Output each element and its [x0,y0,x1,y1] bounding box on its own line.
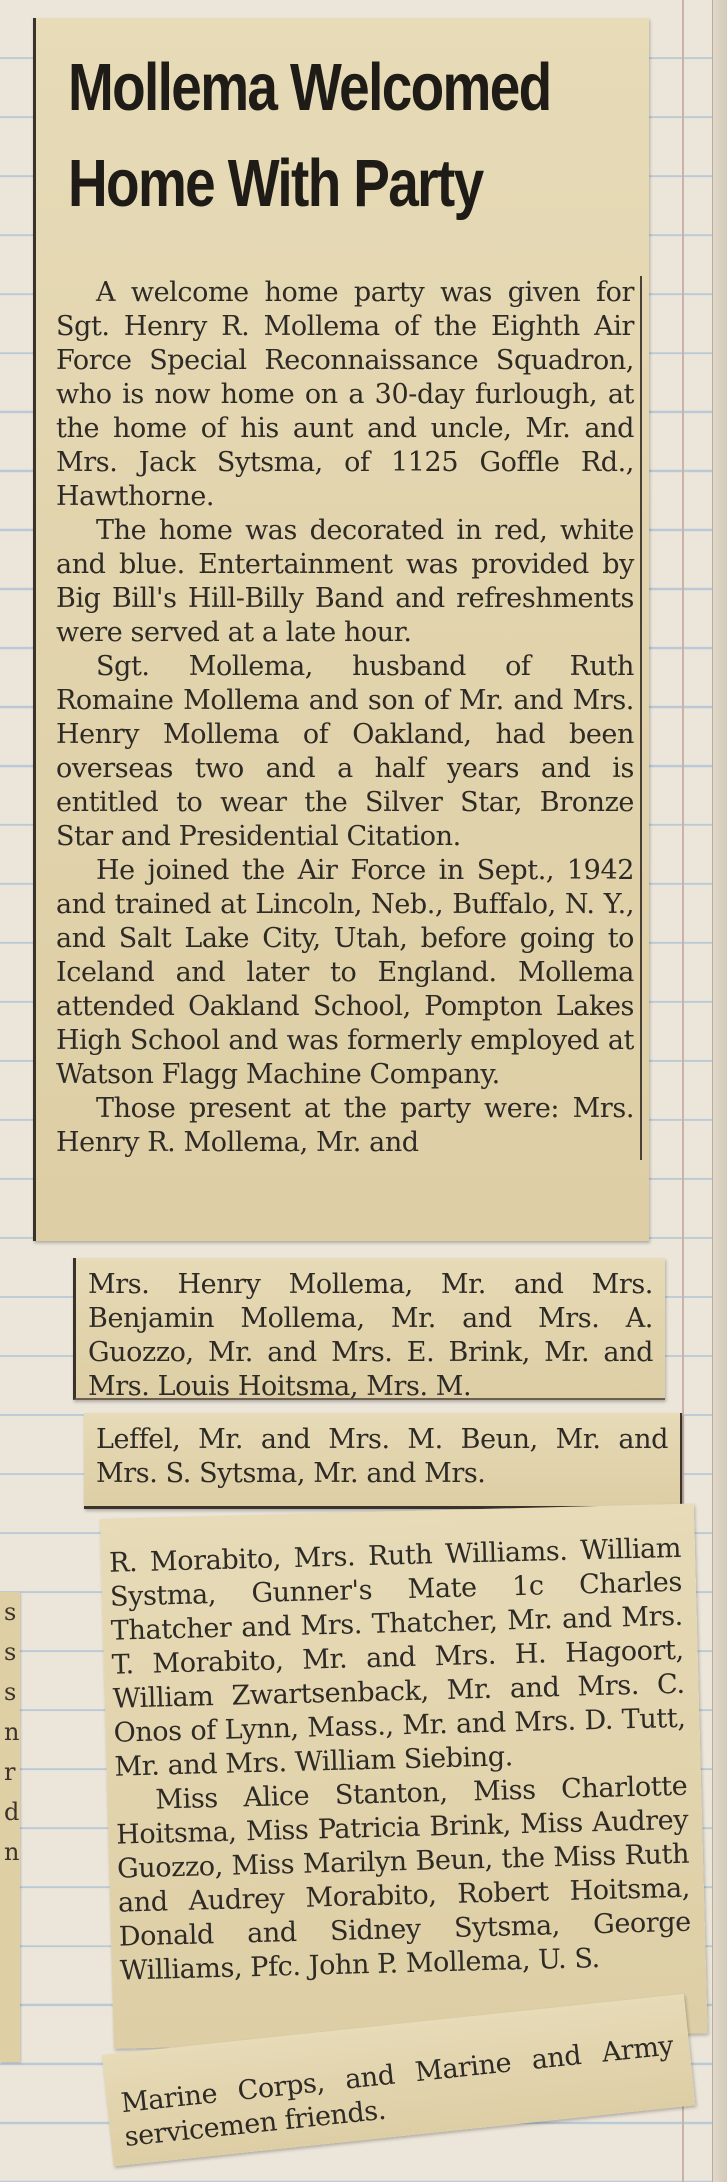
fragment-letter: s [4,1638,17,1666]
article-clipping-continuation-3 [84,1413,682,1509]
paragraph-3: Sgt. Mollema, husband of Ruth Romaine Mollema and son of Mr. and Mrs. Henry Mollema of Oakland, had been overseas two and a half years and is entitled to wear the Silver Star, Bronze Star and Presidential Citation. [56,651,634,852]
fragment-letter: s [4,1598,17,1626]
fragment-letter: s [4,1678,17,1706]
headline-line-2: Home With Party [68,146,483,221]
fragment-letter: n [4,1718,20,1746]
fragment-letter: n [4,1838,20,1866]
paragraph-4: He joined the Air Force in Sept., 1942 and trained at Lincoln, Neb., Buffalo, N. Y., and Salt Lake City, Utah, before going to Iceland and later to England. Mollema attended Oakland School, Pompton Lakes High School and was formerly employed at Watson Flagg Machine Company. [56,855,634,1090]
continuation-text-2: Mrs. Henry Mollema, Mr. and Mrs. Benjamin Mollema, Mr. and Mrs. A. Guozzo, Mr. and Mrs. E. Brink, Mr. and Mrs. Louis Hoitsma, Mrs. M. [88,1269,653,1402]
headline-line-1: Mollema Welcomed [68,50,551,125]
guest-list-paragraph-2: Miss Alice Stanton, Miss Charlotte Hoitsma, Miss Patricia Brink, Miss Audrey Guozzo, Miss Marilyn Beun, the Miss Ruth and Audrey Morabito, Robert Hoitsma, Donald and Sidney Sytsma, George Williams, Pfc. John P. Mollema, U. S. [115,1770,692,1987]
paragraph-5: Those present at the party were: Mrs. Henry R. Mollema, Mr. and [56,1093,634,1158]
article-clipping-continuation-2 [73,1258,665,1400]
article-clipping-continuation-4 [100,1503,708,2048]
article-body [56,276,642,1160]
fragment-letter: d [4,1798,20,1826]
headline [68,40,551,232]
adjacent-clipping-fragment [0,1592,20,2062]
fragment-letter: r [4,1758,16,1786]
scrapbook-page-edge [712,0,727,2182]
continuation-text-5: Marine Corps, and Marine and Army servicemen friends. [119,2030,675,2153]
article-clipping-main [33,18,649,1241]
guest-list-paragraph-1: R. Morabito, Mrs. Ruth Williams. William Systma, Gunner's Mate 1c Charles Thatcher and Mrs. Thatcher, Mr. and Mrs. T. Morabito, Mr. and Mrs. H. Hagoort, William Zwartsenback, Mr. and Mrs. C. Onos of Lynn, Mass., Mr. and Mrs. D. Tutt, Mr. and Mrs. William Siebing. [108,1532,686,1783]
continuation-text-3: Leffel, Mr. and Mrs. M. Beun, Mr. and Mrs. S. Sytsma, Mr. and Mrs. [96,1424,668,1489]
continuation-text-4 [109,1532,692,1989]
paragraph-2: The home was decorated in red, white and blue. Entertainment was provided by Big Bill's Hill-Billy Band and refreshments were served at a late hour. [56,515,634,648]
paragraph-1: A welcome home party was given for Sgt. Henry R. Mollema of the Eighth Air Force Special Reconnaissance Squadron, who is now home on a 30-day furlough, at the home of his aunt and uncle, Mr. and Mrs. Jack Sytsma, of 1125 Goffle Rd., Hawthorne. [56,277,634,512]
